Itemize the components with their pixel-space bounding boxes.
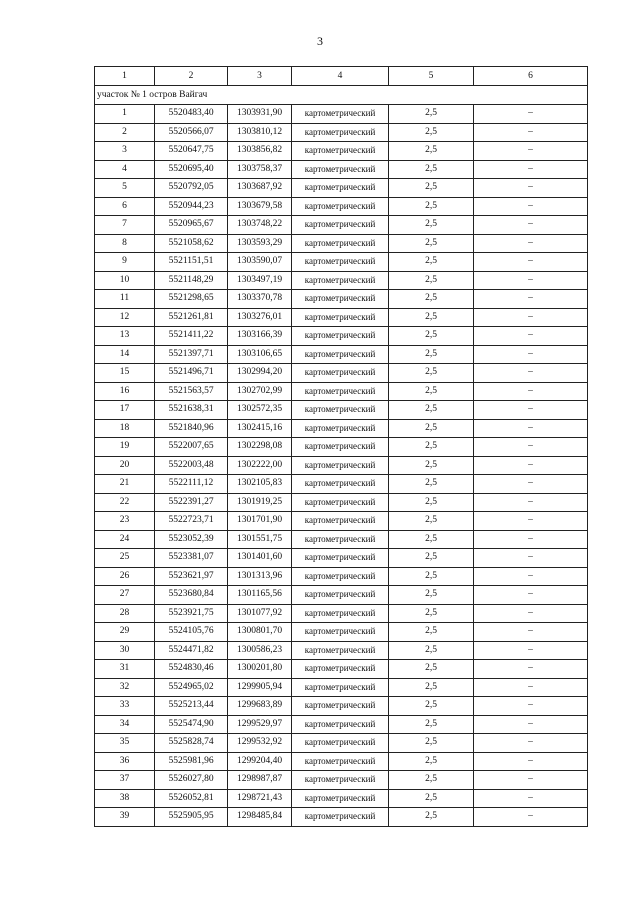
- table-row: [95, 419, 588, 438]
- note-cell: –: [474, 789, 588, 808]
- method-cell: картометрический: [292, 715, 389, 734]
- table-row: [95, 808, 588, 827]
- note-cell: –: [474, 308, 588, 327]
- table-row: [95, 197, 588, 216]
- coordinate-y: 1301551,75: [228, 530, 292, 549]
- accuracy-cell: 2,5: [389, 586, 474, 605]
- accuracy-cell: 2,5: [389, 105, 474, 124]
- method-cell: картометрический: [292, 345, 389, 364]
- accuracy-cell: 2,5: [389, 364, 474, 383]
- coordinate-y: 1302415,16: [228, 419, 292, 438]
- table-row: [95, 216, 588, 235]
- coordinate-x: 5524471,82: [155, 641, 228, 660]
- method-cell: картометрический: [292, 179, 389, 198]
- page-number: 3: [317, 34, 323, 48]
- table-row: [95, 438, 588, 457]
- coordinate-x: 5521261,81: [155, 308, 228, 327]
- coordinate-y: 1302702,99: [228, 382, 292, 401]
- coordinate-x: 5520944,23: [155, 197, 228, 216]
- method-cell: картометрический: [292, 475, 389, 494]
- method-cell: картометрический: [292, 271, 389, 290]
- point-number: 20: [95, 456, 155, 475]
- method-cell: картометрический: [292, 123, 389, 142]
- coordinate-y: 1301313,96: [228, 567, 292, 586]
- coordinate-y: 1299683,89: [228, 697, 292, 716]
- note-cell: –: [474, 678, 588, 697]
- table-row: [95, 290, 588, 309]
- accuracy-cell: 2,5: [389, 271, 474, 290]
- table-row: [95, 179, 588, 198]
- coordinate-y: 1301701,90: [228, 512, 292, 531]
- method-cell: картометрический: [292, 382, 389, 401]
- note-cell: –: [474, 660, 588, 679]
- note-cell: –: [474, 567, 588, 586]
- accuracy-cell: 2,5: [389, 475, 474, 494]
- note-cell: –: [474, 327, 588, 346]
- coordinate-y: 1303931,90: [228, 105, 292, 124]
- table-row: [95, 456, 588, 475]
- accuracy-cell: 2,5: [389, 123, 474, 142]
- accuracy-cell: 2,5: [389, 604, 474, 623]
- coordinate-y: 1303856,82: [228, 142, 292, 161]
- note-cell: –: [474, 715, 588, 734]
- coordinate-x: 5521563,57: [155, 382, 228, 401]
- method-cell: картометрический: [292, 253, 389, 272]
- note-cell: –: [474, 142, 588, 161]
- note-cell: –: [474, 401, 588, 420]
- table-row: [95, 142, 588, 161]
- coordinate-y: 1303593,29: [228, 234, 292, 253]
- coordinate-y: 1300201,80: [228, 660, 292, 679]
- accuracy-cell: 2,5: [389, 197, 474, 216]
- coordinate-y: 1303497,19: [228, 271, 292, 290]
- coordinate-x: 5524105,76: [155, 623, 228, 642]
- table-row: [95, 604, 588, 623]
- accuracy-cell: 2,5: [389, 308, 474, 327]
- table-row: [95, 512, 588, 531]
- header-col-5: 5: [389, 67, 474, 86]
- accuracy-cell: 2,5: [389, 419, 474, 438]
- note-cell: –: [474, 123, 588, 142]
- point-number: 26: [95, 567, 155, 586]
- point-number: 21: [95, 475, 155, 494]
- accuracy-cell: 2,5: [389, 345, 474, 364]
- method-cell: картометрический: [292, 160, 389, 179]
- coordinate-x: 5522007,65: [155, 438, 228, 457]
- note-cell: –: [474, 216, 588, 235]
- accuracy-cell: 2,5: [389, 641, 474, 660]
- table-row: [95, 401, 588, 420]
- table-row: [95, 697, 588, 716]
- coordinate-y: 1302298,08: [228, 438, 292, 457]
- table-row: [95, 271, 588, 290]
- method-cell: картометрический: [292, 641, 389, 660]
- coordinate-x: 5526052,81: [155, 789, 228, 808]
- table-row: [95, 641, 588, 660]
- note-cell: –: [474, 160, 588, 179]
- table-row: [95, 715, 588, 734]
- accuracy-cell: 2,5: [389, 752, 474, 771]
- coordinate-x: 5525213,44: [155, 697, 228, 716]
- coordinate-x: 5520792,05: [155, 179, 228, 198]
- point-number: 35: [95, 734, 155, 753]
- coordinate-x: 5520483,40: [155, 105, 228, 124]
- table-row: [95, 253, 588, 272]
- note-cell: –: [474, 493, 588, 512]
- coordinate-x: 5521496,71: [155, 364, 228, 383]
- note-cell: –: [474, 771, 588, 790]
- coordinate-y: 1303276,01: [228, 308, 292, 327]
- coordinate-x: 5523621,97: [155, 567, 228, 586]
- accuracy-cell: 2,5: [389, 382, 474, 401]
- note-cell: –: [474, 364, 588, 383]
- note-cell: –: [474, 271, 588, 290]
- note-cell: –: [474, 475, 588, 494]
- coordinate-y: 1299532,92: [228, 734, 292, 753]
- coordinate-x: 5520695,40: [155, 160, 228, 179]
- point-number: 30: [95, 641, 155, 660]
- accuracy-cell: 2,5: [389, 697, 474, 716]
- method-cell: картометрический: [292, 623, 389, 642]
- method-cell: картометрический: [292, 586, 389, 605]
- note-cell: –: [474, 604, 588, 623]
- note-cell: –: [474, 808, 588, 827]
- point-number: 28: [95, 604, 155, 623]
- note-cell: –: [474, 586, 588, 605]
- header-row: [95, 67, 588, 86]
- method-cell: картометрический: [292, 401, 389, 420]
- note-cell: –: [474, 512, 588, 531]
- accuracy-cell: 2,5: [389, 808, 474, 827]
- method-cell: картометрический: [292, 290, 389, 309]
- header-col-2: 2: [155, 67, 228, 86]
- coordinate-x: 5520647,75: [155, 142, 228, 161]
- table-row: [95, 493, 588, 512]
- accuracy-cell: 2,5: [389, 456, 474, 475]
- coordinate-y: 1299529,97: [228, 715, 292, 734]
- point-number: 14: [95, 345, 155, 364]
- method-cell: картометрический: [292, 567, 389, 586]
- point-number: 22: [95, 493, 155, 512]
- table-row: [95, 752, 588, 771]
- table-row: [95, 382, 588, 401]
- note-cell: –: [474, 419, 588, 438]
- method-cell: картометрический: [292, 327, 389, 346]
- point-number: 36: [95, 752, 155, 771]
- note-cell: –: [474, 290, 588, 309]
- coordinate-y: 1301077,92: [228, 604, 292, 623]
- method-cell: картометрический: [292, 493, 389, 512]
- coordinate-y: 1303748,22: [228, 216, 292, 235]
- coordinate-y: 1298485,84: [228, 808, 292, 827]
- accuracy-cell: 2,5: [389, 771, 474, 790]
- point-number: 31: [95, 660, 155, 679]
- point-number: 13: [95, 327, 155, 346]
- note-cell: –: [474, 438, 588, 457]
- point-number: 19: [95, 438, 155, 457]
- note-cell: –: [474, 623, 588, 642]
- coordinate-y: 1298987,87: [228, 771, 292, 790]
- accuracy-cell: 2,5: [389, 493, 474, 512]
- table-row: [95, 660, 588, 679]
- coordinate-x: 5523921,75: [155, 604, 228, 623]
- coordinate-x: 5521148,29: [155, 271, 228, 290]
- point-number: 38: [95, 789, 155, 808]
- coordinate-x: 5525981,96: [155, 752, 228, 771]
- note-cell: –: [474, 752, 588, 771]
- note-cell: –: [474, 641, 588, 660]
- header-col-1: 1: [95, 67, 155, 86]
- point-number: 25: [95, 549, 155, 568]
- point-number: 5: [95, 179, 155, 198]
- coordinate-x: 5523052,39: [155, 530, 228, 549]
- note-cell: –: [474, 382, 588, 401]
- point-number: 17: [95, 401, 155, 420]
- coordinate-x: 5522111,12: [155, 475, 228, 494]
- coordinate-y: 1301401,60: [228, 549, 292, 568]
- method-cell: картометрический: [292, 456, 389, 475]
- coordinate-x: 5522391,27: [155, 493, 228, 512]
- note-cell: –: [474, 345, 588, 364]
- note-cell: –: [474, 734, 588, 753]
- accuracy-cell: 2,5: [389, 715, 474, 734]
- accuracy-cell: 2,5: [389, 179, 474, 198]
- accuracy-cell: 2,5: [389, 234, 474, 253]
- accuracy-cell: 2,5: [389, 290, 474, 309]
- accuracy-cell: 2,5: [389, 549, 474, 568]
- note-cell: –: [474, 179, 588, 198]
- note-cell: –: [474, 253, 588, 272]
- coordinate-y: 1302994,20: [228, 364, 292, 383]
- point-number: 7: [95, 216, 155, 235]
- point-number: 16: [95, 382, 155, 401]
- method-cell: картометрический: [292, 419, 389, 438]
- coordinate-x: 5524830,46: [155, 660, 228, 679]
- method-cell: картометрический: [292, 364, 389, 383]
- table-header: [95, 67, 588, 86]
- accuracy-cell: 2,5: [389, 678, 474, 697]
- coordinate-x: 5525474,90: [155, 715, 228, 734]
- accuracy-cell: 2,5: [389, 438, 474, 457]
- coordinate-x: 5521638,31: [155, 401, 228, 420]
- coordinate-x: 5522003,48: [155, 456, 228, 475]
- coordinate-y: 1299905,94: [228, 678, 292, 697]
- coordinate-y: 1302572,35: [228, 401, 292, 420]
- table-row: [95, 586, 588, 605]
- note-cell: –: [474, 456, 588, 475]
- coordinate-x: 5521397,71: [155, 345, 228, 364]
- note-cell: –: [474, 234, 588, 253]
- point-number: 39: [95, 808, 155, 827]
- method-cell: картометрический: [292, 197, 389, 216]
- coordinate-y: 1303590,07: [228, 253, 292, 272]
- table-row: [95, 364, 588, 383]
- method-cell: картометрический: [292, 734, 389, 753]
- point-number: 11: [95, 290, 155, 309]
- coordinate-y: 1303106,65: [228, 345, 292, 364]
- table-row: [95, 105, 588, 124]
- header-col-4: 4: [292, 67, 389, 86]
- method-cell: картометрический: [292, 660, 389, 679]
- coordinate-x: 5525905,95: [155, 808, 228, 827]
- point-number: 12: [95, 308, 155, 327]
- point-number: 15: [95, 364, 155, 383]
- method-cell: картометрический: [292, 604, 389, 623]
- point-number: 4: [95, 160, 155, 179]
- coordinate-x: 5526027,80: [155, 771, 228, 790]
- method-cell: картометрический: [292, 771, 389, 790]
- coordinate-x: 5521298,65: [155, 290, 228, 309]
- method-cell: картометрический: [292, 549, 389, 568]
- coordinate-x: 5521840,96: [155, 419, 228, 438]
- point-number: 1: [95, 105, 155, 124]
- point-number: 2: [95, 123, 155, 142]
- note-cell: –: [474, 549, 588, 568]
- note-cell: –: [474, 530, 588, 549]
- table-row: [95, 789, 588, 808]
- header-col-3: 3: [228, 67, 292, 86]
- accuracy-cell: 2,5: [389, 253, 474, 272]
- table-row: [95, 234, 588, 253]
- coordinate-y: 1302105,83: [228, 475, 292, 494]
- accuracy-cell: 2,5: [389, 789, 474, 808]
- coordinate-y: 1301165,56: [228, 586, 292, 605]
- method-cell: картометрический: [292, 234, 389, 253]
- point-number: 33: [95, 697, 155, 716]
- coordinate-y: 1303679,58: [228, 197, 292, 216]
- table-row: [95, 160, 588, 179]
- point-number: 8: [95, 234, 155, 253]
- point-number: 6: [95, 197, 155, 216]
- note-cell: –: [474, 197, 588, 216]
- point-number: 9: [95, 253, 155, 272]
- accuracy-cell: 2,5: [389, 567, 474, 586]
- coordinates-table: [94, 66, 588, 827]
- coordinate-y: 1303166,39: [228, 327, 292, 346]
- table-row: [95, 308, 588, 327]
- coordinate-x: 5520566,07: [155, 123, 228, 142]
- accuracy-cell: 2,5: [389, 160, 474, 179]
- coordinate-x: 5524965,02: [155, 678, 228, 697]
- table-row: [95, 530, 588, 549]
- point-number: 3: [95, 142, 155, 161]
- accuracy-cell: 2,5: [389, 401, 474, 420]
- point-number: 10: [95, 271, 155, 290]
- table-row: [95, 734, 588, 753]
- note-cell: –: [474, 105, 588, 124]
- accuracy-cell: 2,5: [389, 216, 474, 235]
- method-cell: картометрический: [292, 697, 389, 716]
- table-row: [95, 123, 588, 142]
- coordinate-y: 1300586,23: [228, 641, 292, 660]
- method-cell: картометрический: [292, 789, 389, 808]
- point-number: 24: [95, 530, 155, 549]
- method-cell: картометрический: [292, 142, 389, 161]
- table-row: [95, 678, 588, 697]
- coordinate-x: 5523680,84: [155, 586, 228, 605]
- point-number: 34: [95, 715, 155, 734]
- table-body: [95, 86, 588, 827]
- method-cell: картометрический: [292, 752, 389, 771]
- header-col-6: 6: [474, 67, 588, 86]
- coordinate-x: 5522723,71: [155, 512, 228, 531]
- method-cell: картометрический: [292, 678, 389, 697]
- accuracy-cell: 2,5: [389, 734, 474, 753]
- coordinate-x: 5521411,22: [155, 327, 228, 346]
- accuracy-cell: 2,5: [389, 142, 474, 161]
- method-cell: картометрический: [292, 530, 389, 549]
- table-row: [95, 327, 588, 346]
- accuracy-cell: 2,5: [389, 512, 474, 531]
- table-row: [95, 771, 588, 790]
- accuracy-cell: 2,5: [389, 327, 474, 346]
- method-cell: картометрический: [292, 808, 389, 827]
- coordinate-y: 1303370,78: [228, 290, 292, 309]
- point-number: 18: [95, 419, 155, 438]
- accuracy-cell: 2,5: [389, 660, 474, 679]
- method-cell: картометрический: [292, 308, 389, 327]
- table-row: [95, 549, 588, 568]
- accuracy-cell: 2,5: [389, 623, 474, 642]
- point-number: 27: [95, 586, 155, 605]
- section-row: [95, 86, 588, 105]
- coordinate-y: 1301919,25: [228, 493, 292, 512]
- note-cell: –: [474, 697, 588, 716]
- point-number: 23: [95, 512, 155, 531]
- coordinate-x: 5520965,67: [155, 216, 228, 235]
- coordinate-y: 1299204,40: [228, 752, 292, 771]
- coordinate-y: 1302222,00: [228, 456, 292, 475]
- method-cell: картометрический: [292, 105, 389, 124]
- coordinate-y: 1300801,70: [228, 623, 292, 642]
- coordinate-x: 5525828,74: [155, 734, 228, 753]
- point-number: 32: [95, 678, 155, 697]
- section-title: участок № 1 остров Вайгач: [95, 86, 588, 105]
- table-row: [95, 475, 588, 494]
- coordinate-y: 1303758,37: [228, 160, 292, 179]
- coordinate-y: 1298721,43: [228, 789, 292, 808]
- accuracy-cell: 2,5: [389, 530, 474, 549]
- coordinate-y: 1303810,12: [228, 123, 292, 142]
- method-cell: картометрический: [292, 438, 389, 457]
- table-row: [95, 345, 588, 364]
- method-cell: картометрический: [292, 512, 389, 531]
- coordinate-x: 5523381,07: [155, 549, 228, 568]
- table-row: [95, 623, 588, 642]
- coordinate-y: 1303687,92: [228, 179, 292, 198]
- point-number: 29: [95, 623, 155, 642]
- coordinate-x: 5521058,62: [155, 234, 228, 253]
- table-row: [95, 567, 588, 586]
- point-number: 37: [95, 771, 155, 790]
- method-cell: картометрический: [292, 216, 389, 235]
- coordinate-x: 5521151,51: [155, 253, 228, 272]
